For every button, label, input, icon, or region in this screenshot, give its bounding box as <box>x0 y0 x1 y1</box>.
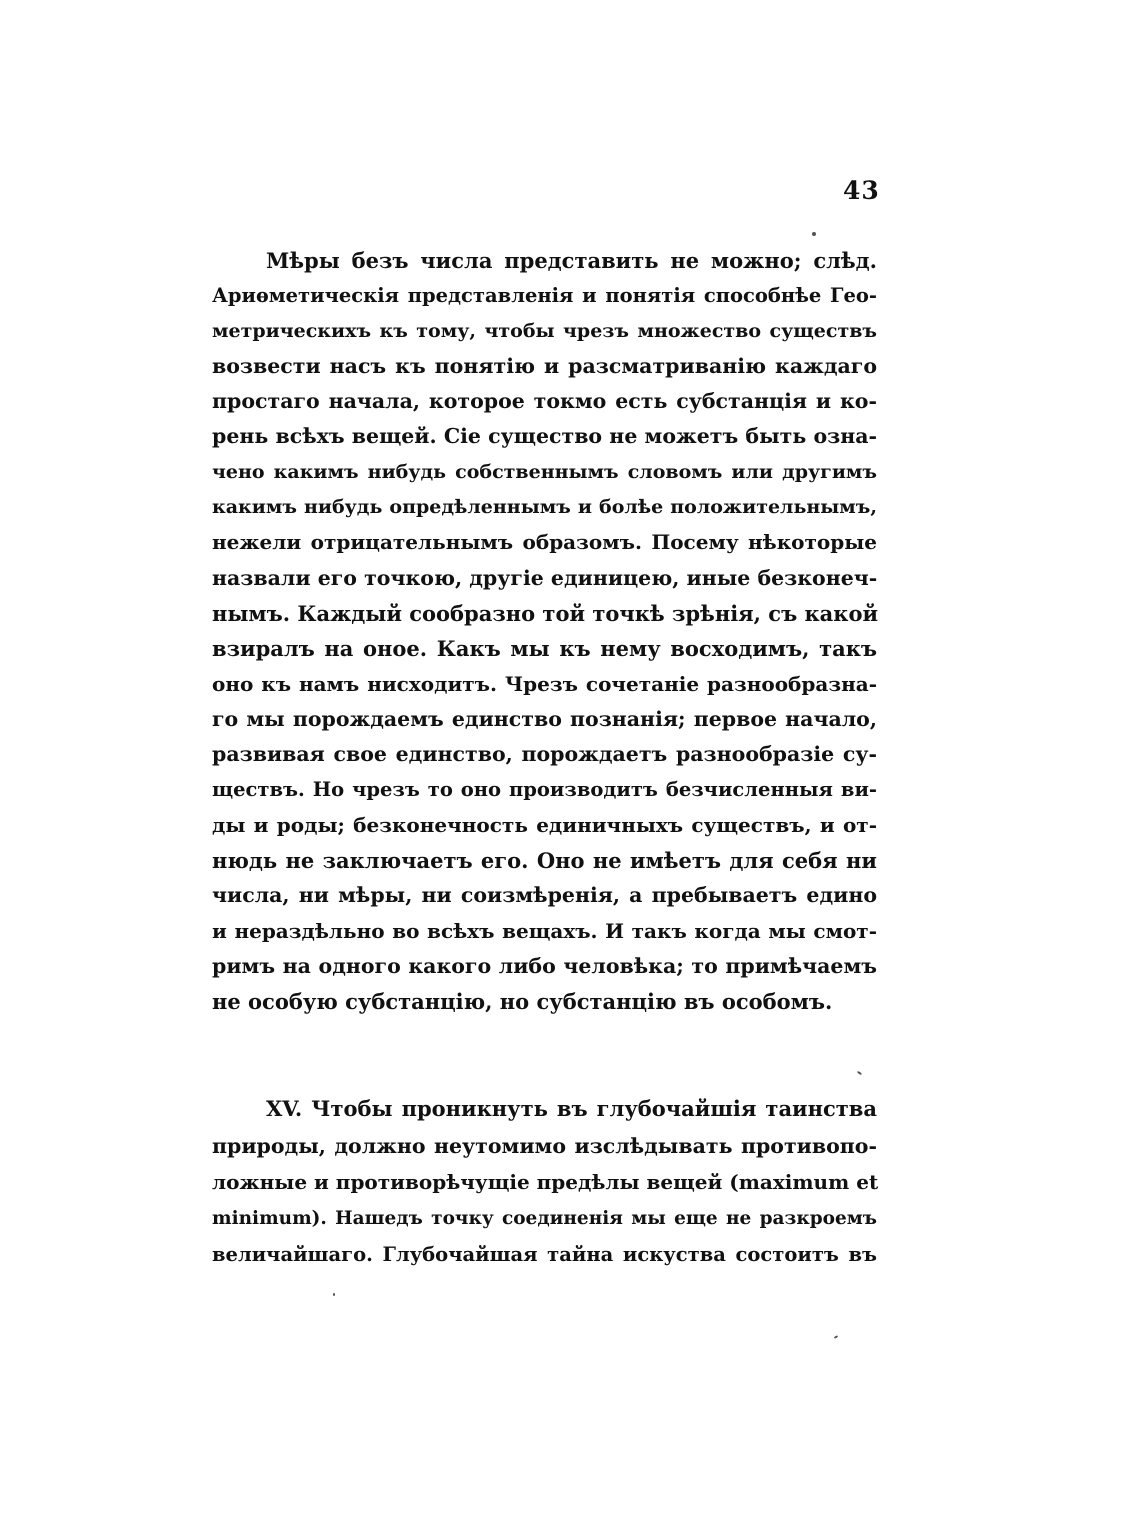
print-speck <box>857 1071 862 1076</box>
text-line: го мы порождаемъ единство познанія; первое начало, <box>212 706 877 731</box>
text-line: развивая свое единство, порождаетъ разнообразіе су- <box>212 742 877 767</box>
text-line: какимъ нибудь опредѣленнымъ и болѣе положительнымъ, <box>212 496 877 519</box>
text-line: XV. Чтобы проникнуть въ глубочайшія таинства <box>266 1096 877 1121</box>
text-line: чено какимъ нибудь собственнымъ словомъ или другимъ <box>212 460 877 483</box>
text-line: ды и роды; безконечность единичныхъ существъ, и от- <box>212 812 877 837</box>
text-line: minimum). Нашедъ точку соединенія мы еще не разкроемъ <box>212 1207 877 1229</box>
print-speck <box>333 1293 335 1296</box>
text-line: оно къ намъ нисходитъ. Чрезъ сочетаніе разнообразна- <box>212 671 877 696</box>
text-line: нюдь не заключаетъ его. Оно не имѣетъ для себя ни <box>212 848 877 874</box>
paragraph-1 <box>212 243 877 1020</box>
text-line: ложные и противорѣчущіе предѣлы вещей (maximum et <box>212 1170 879 1195</box>
text-line: метрическихъ къ тому, чтобы чрезъ множество существъ <box>212 319 877 342</box>
text-line: Ариѳметическія представленія и понятія способнѣе Гео- <box>212 284 877 308</box>
text-line: нежели отрицательнымъ образомъ. Посему нѣкоторые <box>212 530 877 555</box>
text-line: числа, ни мѣры, ни соизмѣренія, а пребываетъ едино <box>212 883 877 908</box>
text-line: не особую субстанцію, но субстанцію въ особомъ. <box>212 989 833 1015</box>
text-line: назвали его точкою, другіе единицею, иные безконеч- <box>212 565 878 590</box>
text-line: возвести насъ къ понятію и разсматриванію каждаго <box>212 353 877 378</box>
paragraph-2 <box>212 1091 877 1274</box>
text-line: Мѣры безъ числа представить не можно; слѣд. <box>266 248 877 273</box>
text-line: римъ на одного какого либо человѣка; то примѣчаемъ <box>212 953 877 978</box>
text-line: величайшаго. Глубочайшая тайна искуства состоитъ въ <box>212 1243 877 1267</box>
text-line: простаго начала, которое токмо есть субстанція и ко- <box>212 389 877 414</box>
text-line: рень всѣхъ вещей. Сіе существо не можетъ быть озна- <box>212 424 877 449</box>
text-line: природы, должно неутомимо изслѣдывать противопо- <box>212 1133 877 1158</box>
print-speck <box>812 232 816 236</box>
text-line: нымъ. Каждый сообразно той точкѣ зрѣнія, съ какой <box>212 600 879 626</box>
text-line: и нераздѣльно во всѣхъ вещахъ. И такъ когда мы смот- <box>212 918 877 943</box>
page-number: 43 <box>843 176 880 205</box>
text-line: взиралъ на оное. Какъ мы къ нему восходимъ, такъ <box>212 636 877 662</box>
text-line: ществъ. Но чрезъ то оно производитъ безчисленныя ви- <box>212 778 877 802</box>
print-speck <box>834 1335 838 1339</box>
